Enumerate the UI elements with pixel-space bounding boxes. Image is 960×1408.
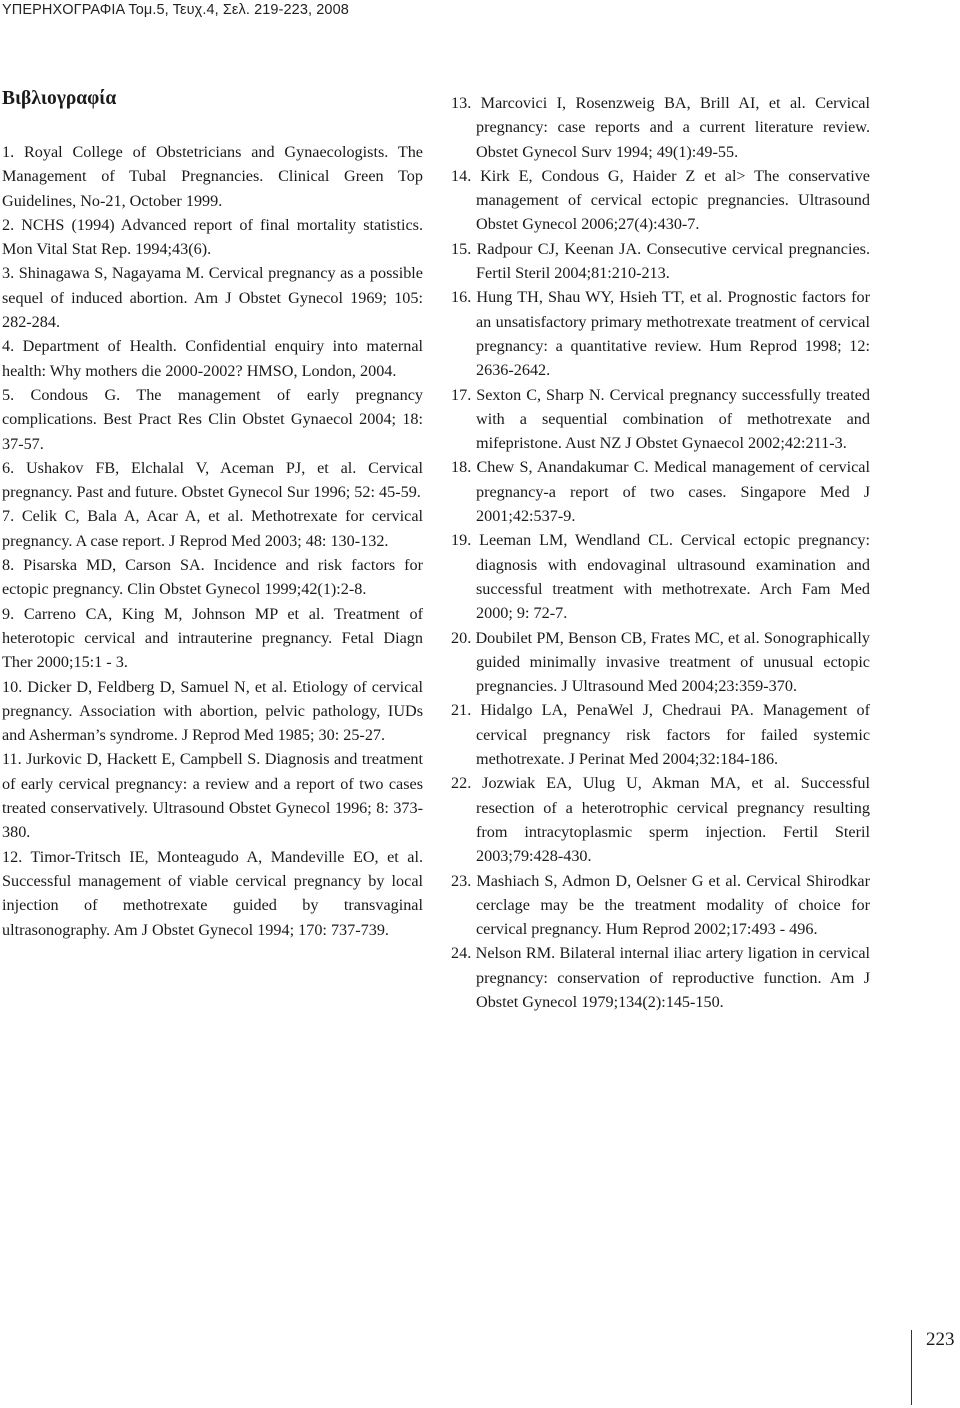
- reference-item: 12. Timor-Tritsch IE, Monteagudo A, Mandeville EO, et al. Successful management of viable cervical pregnancy by local injection of methotrexate guided by transvaginal ultrasonography. Am J Obstet Gynecol 1994; 170: 737-739.: [2, 847, 423, 939]
- section-title: Βιβλιογραφία: [2, 88, 117, 109]
- reference-item: 19. Leeman LM, Wendland CL. Cervical ectopic pregnancy: diagnosis with endovaginal ultrasound examination and successful treatment with methotrexate. Arch Fam Med 2000; 9: 72-7.: [451, 531, 870, 623]
- reference-item: 21. Hidalgo LA, PenaWel J, Chedraui PA. Management of cervical pregnancy risk factors for failed systemic methotrexate. J Perinat Med 2004;32:184-186.: [451, 701, 870, 769]
- page-number-rule: [911, 1330, 912, 1405]
- reference-item: 11. Jurkovic D, Hackett E, Campbell S. Diagnosis and treatment of early cervical pregnancy: a review and a report of two cases treated conservatively. Ultrasound Obstet Gynecol 1996; 8: 373-380.: [2, 750, 423, 842]
- reference-item: 2. NCHS (1994) Advanced report of final mortality statistics. Mon Vital Stat Rep. 1994;43(6).: [2, 215, 423, 259]
- reference-item: 16. Hung TH, Shau WY, Hsieh TT, et al. Prognostic factors for an unsatisfactory primary methotrexate treatment of cervical pregnancy: a quantitative review. Hum Reprod 1998; 12: 2636-2642.: [451, 288, 870, 380]
- reference-item: 14. Kirk E, Condous G, Haider Z et al> The conservative management of cervical ectopic pregnancies. Ultrasound Obstet Gynecol 2006;27(4):430-7.: [451, 166, 870, 234]
- reference-item: 1. Royal College of Obstetricians and Gynaecologists. The Management of Tubal Pregnancies. Clinical Green Top Guidelines, No-21, October 1999.: [2, 143, 423, 210]
- references-right-column: [451, 91, 870, 1014]
- reference-item: 17. Sexton C, Sharp N. Cervical pregnancy successfully treated with a sequential combination of methotrexate and mifepristone. Aust NZ J Obstet Gynaecol 2002;42:211-3.: [451, 385, 870, 453]
- reference-item: 8. Pisarska MD, Carson SA. Incidence and risk factors for ectopic pregnancy. Clin Obstet Gynecol 1999;42(1):2-8.: [2, 556, 423, 599]
- reference-item: 6. Ushakov FB, Elchalal V, Aceman PJ, et al. Cervical pregnancy. Past and future. Obstet Gynecol Sur 1996; 52: 45-59.: [2, 458, 423, 502]
- reference-item: 4. Department of Health. Confidential enquiry into maternal health: Why mothers die 2000-2002? HMSO, London, 2004.: [2, 337, 423, 380]
- reference-item: 23. Mashiach S, Admon D, Oelsner G et al. Cervical Shirodkar cerclage may be the treatment modality of choice for cervical pregnancy. Hum Reprod 2002;17:493 - 496.: [451, 871, 870, 939]
- reference-item: 7. Celik C, Bala A, Acar A, et al. Methotrexate for cervical pregnancy. A case report. J Reprod Med 2003; 48: 130-132.: [2, 507, 423, 550]
- reference-item: 13. Marcovici I, Rosenzweig BA, Brill AI, et al. Cervical pregnancy: case reports and a current literature review. Obstet Gynecol Surv 1994; 49(1):49-55.: [451, 94, 870, 161]
- reference-item: 22. Jozwiak EA, Ulug U, Akman MA, et al. Successful resection of a heterotrophic cervical pregnancy resulting from intracytoplasmic sperm injection. Fertil Steril 2003;79:428-430.: [451, 774, 870, 866]
- reference-item: 5. Condous G. The management of early pregnancy complications. Best Pract Res Clin Obstet Gynaecol 2004; 18: 37-57.: [2, 385, 423, 453]
- reference-item: 10. Dicker D, Feldberg D, Samuel N, et al. Etiology of cervical pregnancy. Association with abortion, pelvic pathology, IUDs and Asherman’s syndrome. J Reprod Med 1985; 30: 25-27.: [2, 677, 423, 745]
- reference-item: 9. Carreno CA, King M, Johnson MP et al. Treatment of heterotopic cervical and intrauterine pregnancy. Fetal Diagn Ther 2000;15:1 - 3.: [2, 604, 423, 672]
- reference-item: 24. Nelson RM. Bilateral internal iliac artery ligation in cervical pregnancy: conservation of reproductive function. Am J Obstet Gynecol 1979;134(2):145-150.: [451, 944, 870, 1011]
- references-left-column: [2, 140, 423, 942]
- page-number: 223: [926, 1329, 955, 1350]
- reference-item: 3. Shinagawa S, Nagayama M. Cervical pregnancy as a possible sequel of induced abortion. Am J Obstet Gynecol 1969; 105: 282-284.: [2, 264, 423, 332]
- reference-item: 20. Doubilet PM, Benson CB, Frates MC, et al. Sonographically guided minimally invasive treatment of unusual ectopic pregnancies. J Ultrasound Med 2004;23:359-370.: [451, 628, 870, 696]
- running-head: ΥΠΕΡΗΧΟΓΡΑΦΙΑ Τομ.5, Τευχ.4, Σελ. 219-223, 2008: [2, 2, 349, 18]
- reference-item: 15. Radpour CJ, Keenan JA. Consecutive cervical pregnancies. Fertil Steril 2004;81:210-213.: [451, 239, 870, 283]
- reference-item: 18. Chew S, Anandakumar C. Medical management of cervical pregnancy-a report of two cases. Singapore Med J 2001;42:537-9.: [451, 458, 870, 526]
